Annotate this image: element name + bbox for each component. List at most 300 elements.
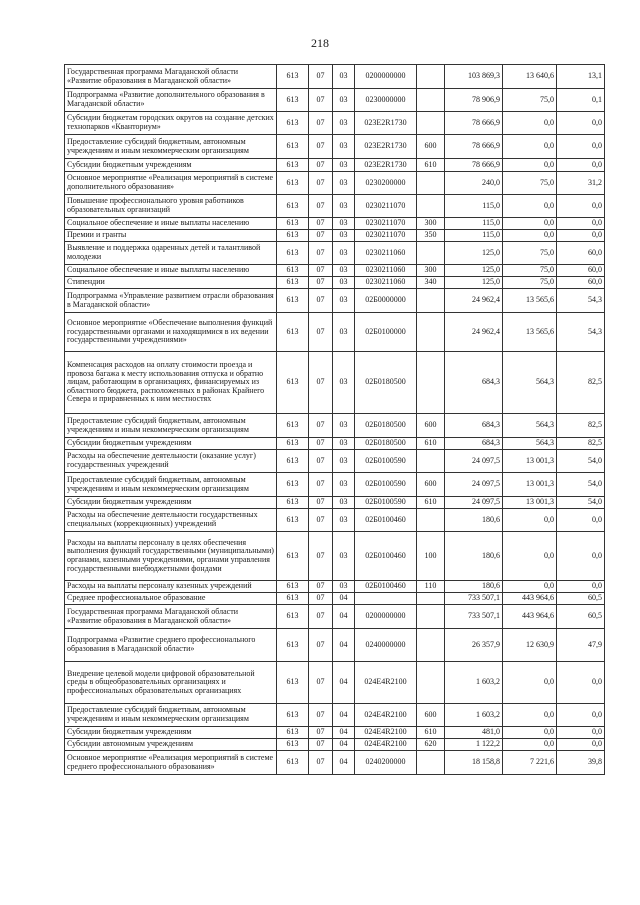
cell-section: 07 (309, 135, 333, 159)
cell-executed: 0,0 (503, 727, 557, 739)
cell-planned: 180,6 (445, 581, 503, 593)
table-row (65, 532, 605, 581)
cell-section: 07 (309, 313, 333, 352)
cell-planned: 78 666,9 (445, 135, 503, 159)
cell-percent: 0,0 (557, 509, 605, 532)
cell-executed: 564,3 (503, 352, 557, 414)
cell-target-article: 0230211060 (355, 265, 417, 277)
cell-section: 07 (309, 532, 333, 581)
cell-planned: 115,0 (445, 195, 503, 218)
cell-ministry-code: 613 (277, 242, 309, 265)
cell-ministry-code: 613 (277, 230, 309, 242)
cell-name: Основное мероприятие «Обеспечение выполнения функций государственными органами и находящимися в их ведении государственными учреждениями» (65, 313, 277, 352)
cell-target-article: 024E4R2100 (355, 739, 417, 751)
cell-planned: 24 097,5 (445, 450, 503, 473)
cell-ministry-code: 613 (277, 195, 309, 218)
cell-subsection: 03 (333, 532, 355, 581)
cell-executed: 443 964,6 (503, 593, 557, 605)
table-row (65, 230, 605, 242)
table-row (65, 605, 605, 629)
cell-subsection: 03 (333, 509, 355, 532)
cell-subsection: 04 (333, 605, 355, 629)
cell-subsection: 03 (333, 265, 355, 277)
cell-subsection: 03 (333, 218, 355, 230)
table-row (65, 352, 605, 414)
cell-subsection: 03 (333, 450, 355, 473)
cell-subsection: 03 (333, 195, 355, 218)
cell-ministry-code: 613 (277, 593, 309, 605)
cell-executed: 0,0 (503, 135, 557, 159)
table-row (65, 739, 605, 751)
cell-planned: 180,6 (445, 532, 503, 581)
cell-percent: 60,5 (557, 605, 605, 629)
page-number: 218 (311, 36, 329, 50)
cell-section: 07 (309, 172, 333, 195)
cell-planned: 115,0 (445, 218, 503, 230)
cell-planned: 24 962,4 (445, 289, 503, 313)
cell-target-article: 0230211070 (355, 230, 417, 242)
cell-percent: 60,5 (557, 593, 605, 605)
table-row (65, 265, 605, 277)
cell-planned: 733 507,1 (445, 605, 503, 629)
cell-ministry-code: 613 (277, 135, 309, 159)
cell-planned: 115,0 (445, 230, 503, 242)
cell-planned: 125,0 (445, 277, 503, 289)
cell-ministry-code: 613 (277, 313, 309, 352)
cell-planned: 684,3 (445, 438, 503, 450)
cell-target-article: 023E2R1730 (355, 135, 417, 159)
cell-section: 07 (309, 450, 333, 473)
cell-planned: 24 097,5 (445, 473, 503, 497)
cell-executed: 75,0 (503, 277, 557, 289)
cell-expense-type: 100 (417, 532, 445, 581)
cell-expense-type (417, 313, 445, 352)
cell-planned: 103 869,3 (445, 65, 503, 89)
cell-subsection: 03 (333, 135, 355, 159)
cell-section: 07 (309, 662, 333, 704)
cell-target-article: 02Б0100460 (355, 581, 417, 593)
cell-target-article: 024E4R2100 (355, 662, 417, 704)
cell-percent: 31,2 (557, 172, 605, 195)
cell-subsection: 03 (333, 65, 355, 89)
cell-subsection: 04 (333, 629, 355, 662)
cell-executed: 564,3 (503, 414, 557, 438)
cell-executed: 0,0 (503, 159, 557, 172)
cell-name: Основное мероприятие «Реализация мероприятий в системе среднего профессионального образования» (65, 751, 277, 775)
cell-expense-type: 600 (417, 414, 445, 438)
cell-name: Компенсация расходов на оплату стоимости проезда и провоза багажа к месту использования отпуска и обратно лицам, работающим в организациях, финансируемых из областного бюджета, расположенных в районах Крайнего Севера и приравненных к ним местностях (65, 352, 277, 414)
cell-executed: 13 001,3 (503, 497, 557, 509)
table-row (65, 289, 605, 313)
cell-executed: 13 640,6 (503, 65, 557, 89)
cell-ministry-code: 613 (277, 352, 309, 414)
table-row (65, 414, 605, 438)
cell-expense-type: 610 (417, 727, 445, 739)
cell-section: 07 (309, 195, 333, 218)
cell-ministry-code: 613 (277, 629, 309, 662)
cell-expense-type: 620 (417, 739, 445, 751)
cell-subsection: 03 (333, 473, 355, 497)
cell-percent: 54,0 (557, 450, 605, 473)
cell-section: 07 (309, 739, 333, 751)
cell-name: Основное мероприятие «Реализация мероприятий в системе дополнительного образования» (65, 172, 277, 195)
table-row (65, 195, 605, 218)
cell-section: 07 (309, 289, 333, 313)
cell-executed: 0,0 (503, 662, 557, 704)
cell-name: Субсидии бюджетным учреждениям (65, 497, 277, 509)
cell-planned: 684,3 (445, 352, 503, 414)
cell-planned: 125,0 (445, 242, 503, 265)
cell-ministry-code: 613 (277, 159, 309, 172)
cell-section: 07 (309, 727, 333, 739)
cell-ministry-code: 613 (277, 89, 309, 112)
cell-name: Среднее профессиональное образование (65, 593, 277, 605)
cell-planned: 125,0 (445, 265, 503, 277)
cell-executed: 0,0 (503, 704, 557, 727)
cell-section: 07 (309, 414, 333, 438)
cell-planned: 78 906,9 (445, 89, 503, 112)
cell-expense-type: 350 (417, 230, 445, 242)
cell-ministry-code: 613 (277, 438, 309, 450)
cell-percent: 82,5 (557, 352, 605, 414)
cell-percent: 13,1 (557, 65, 605, 89)
cell-subsection: 03 (333, 313, 355, 352)
cell-percent: 0,0 (557, 739, 605, 751)
cell-name: Подпрограмма «Управление развитием отрасли образования в Магаданской области» (65, 289, 277, 313)
cell-expense-type: 600 (417, 473, 445, 497)
cell-target-article: 02Б0100590 (355, 450, 417, 473)
cell-expense-type (417, 289, 445, 313)
cell-expense-type: 110 (417, 581, 445, 593)
cell-executed: 443 964,6 (503, 605, 557, 629)
cell-target-article: 0230211060 (355, 277, 417, 289)
cell-executed: 75,0 (503, 242, 557, 265)
cell-ministry-code: 613 (277, 497, 309, 509)
cell-subsection: 03 (333, 289, 355, 313)
cell-name: Государственная программа Магаданской области «Развитие образования в Магаданской области» (65, 65, 277, 89)
cell-section: 07 (309, 230, 333, 242)
cell-target-article: 02Б0100460 (355, 509, 417, 532)
cell-subsection: 03 (333, 159, 355, 172)
cell-percent: 0,1 (557, 89, 605, 112)
cell-subsection: 03 (333, 277, 355, 289)
table-row (65, 89, 605, 112)
cell-percent: 0,0 (557, 662, 605, 704)
cell-expense-type: 300 (417, 265, 445, 277)
table-row (65, 751, 605, 775)
cell-percent: 0,0 (557, 159, 605, 172)
table-row (65, 135, 605, 159)
cell-section: 07 (309, 65, 333, 89)
cell-section: 07 (309, 605, 333, 629)
cell-executed: 0,0 (503, 509, 557, 532)
cell-name: Стипендии (65, 277, 277, 289)
cell-name: Повышение профессионального уровня работников образовательных организаций (65, 195, 277, 218)
table-row (65, 438, 605, 450)
cell-section: 07 (309, 112, 333, 135)
cell-executed: 0,0 (503, 218, 557, 230)
cell-percent: 39,8 (557, 751, 605, 775)
cell-executed: 75,0 (503, 172, 557, 195)
cell-name: Социальное обеспечение и иные выплаты населению (65, 218, 277, 230)
cell-section: 07 (309, 218, 333, 230)
cell-percent: 47,9 (557, 629, 605, 662)
cell-expense-type (417, 450, 445, 473)
cell-planned: 180,6 (445, 509, 503, 532)
cell-percent: 82,5 (557, 414, 605, 438)
table-row (65, 159, 605, 172)
cell-ministry-code: 613 (277, 704, 309, 727)
cell-section: 07 (309, 159, 333, 172)
cell-section: 07 (309, 704, 333, 727)
cell-expense-type: 600 (417, 704, 445, 727)
cell-planned: 733 507,1 (445, 593, 503, 605)
table-row (65, 704, 605, 727)
cell-subsection: 03 (333, 352, 355, 414)
cell-expense-type: 340 (417, 277, 445, 289)
cell-section: 07 (309, 473, 333, 497)
cell-expense-type (417, 605, 445, 629)
cell-name: Предоставление субсидий бюджетным, автономным учреждениям и иным некоммерческим организациям (65, 473, 277, 497)
cell-percent: 60,0 (557, 265, 605, 277)
cell-subsection: 04 (333, 593, 355, 605)
cell-target-article: 0240200000 (355, 751, 417, 775)
cell-executed: 0,0 (503, 230, 557, 242)
cell-percent: 60,0 (557, 277, 605, 289)
cell-target-article: 0200000000 (355, 605, 417, 629)
cell-executed: 75,0 (503, 89, 557, 112)
cell-percent: 0,0 (557, 135, 605, 159)
cell-section: 07 (309, 438, 333, 450)
cell-name: Внедрение целевой модели цифровой образовательной среды в общеобразовательных организациях и профессиональных образовательных организациях (65, 662, 277, 704)
cell-subsection: 03 (333, 242, 355, 265)
cell-ministry-code: 613 (277, 277, 309, 289)
cell-ministry-code: 613 (277, 751, 309, 775)
cell-expense-type: 600 (417, 135, 445, 159)
cell-ministry-code: 613 (277, 662, 309, 704)
cell-target-article: 023E2R1730 (355, 112, 417, 135)
cell-planned: 481,0 (445, 727, 503, 739)
cell-section: 07 (309, 629, 333, 662)
table-row (65, 112, 605, 135)
cell-percent: 0,0 (557, 704, 605, 727)
cell-planned: 24 097,5 (445, 497, 503, 509)
cell-name: Выявление и поддержка одаренных детей и талантливой молодежи (65, 242, 277, 265)
cell-executed: 75,0 (503, 265, 557, 277)
cell-executed: 13 001,3 (503, 473, 557, 497)
cell-percent: 54,3 (557, 313, 605, 352)
cell-executed: 0,0 (503, 195, 557, 218)
budget-table-body (65, 65, 605, 775)
cell-expense-type (417, 509, 445, 532)
cell-section: 07 (309, 581, 333, 593)
cell-percent: 60,0 (557, 242, 605, 265)
cell-section: 07 (309, 751, 333, 775)
cell-subsection: 03 (333, 172, 355, 195)
cell-subsection: 03 (333, 230, 355, 242)
cell-subsection: 03 (333, 414, 355, 438)
cell-planned: 26 357,9 (445, 629, 503, 662)
cell-target-article: 0230211070 (355, 218, 417, 230)
cell-name: Предоставление субсидий бюджетным, автономным учреждениям и иным некоммерческим организациям (65, 135, 277, 159)
cell-executed: 13 565,6 (503, 289, 557, 313)
cell-name: Предоставление субсидий бюджетным, автономным учреждениям и иным некоммерческим организациям (65, 704, 277, 727)
cell-executed: 564,3 (503, 438, 557, 450)
cell-planned: 24 962,4 (445, 313, 503, 352)
cell-target-article (355, 593, 417, 605)
cell-section: 07 (309, 242, 333, 265)
cell-name: Подпрограмма «Развитие среднего профессионального образования в Магаданской области» (65, 629, 277, 662)
cell-planned: 18 158,8 (445, 751, 503, 775)
cell-ministry-code: 613 (277, 65, 309, 89)
cell-name: Расходы на обеспечение деятельности государственных специальных (коррекционных) учреждений (65, 509, 277, 532)
cell-executed: 12 630,9 (503, 629, 557, 662)
cell-ministry-code: 613 (277, 265, 309, 277)
cell-name: Субсидии бюджетам городских округов на создание детских технопарков «Кванториум» (65, 112, 277, 135)
cell-subsection: 03 (333, 89, 355, 112)
cell-executed: 0,0 (503, 739, 557, 751)
table-row (65, 473, 605, 497)
table-row (65, 65, 605, 89)
table-row (65, 497, 605, 509)
cell-subsection: 04 (333, 662, 355, 704)
cell-executed: 7 221,6 (503, 751, 557, 775)
cell-percent: 0,0 (557, 230, 605, 242)
cell-percent: 82,5 (557, 438, 605, 450)
cell-percent: 0,0 (557, 532, 605, 581)
table-row (65, 218, 605, 230)
cell-percent: 0,0 (557, 218, 605, 230)
cell-expense-type: 610 (417, 159, 445, 172)
cell-target-article: 02Б0180500 (355, 438, 417, 450)
cell-expense-type: 300 (417, 218, 445, 230)
cell-subsection: 03 (333, 112, 355, 135)
cell-expense-type: 610 (417, 497, 445, 509)
cell-percent: 0,0 (557, 112, 605, 135)
cell-target-article: 0240000000 (355, 629, 417, 662)
cell-target-article: 02Б0100590 (355, 473, 417, 497)
cell-target-article: 0230200000 (355, 172, 417, 195)
cell-ministry-code: 613 (277, 289, 309, 313)
cell-target-article: 024E4R2100 (355, 704, 417, 727)
cell-ministry-code: 613 (277, 739, 309, 751)
cell-expense-type (417, 593, 445, 605)
cell-name: Предоставление субсидий бюджетным, автономным учреждениям и иным некоммерческим организациям (65, 414, 277, 438)
cell-expense-type: 610 (417, 438, 445, 450)
cell-target-article: 0230211060 (355, 242, 417, 265)
cell-percent: 0,0 (557, 581, 605, 593)
cell-name: Премии и гранты (65, 230, 277, 242)
cell-ministry-code: 613 (277, 581, 309, 593)
cell-percent: 0,0 (557, 727, 605, 739)
cell-expense-type (417, 172, 445, 195)
cell-target-article: 0200000000 (355, 65, 417, 89)
cell-section: 07 (309, 497, 333, 509)
cell-planned: 1 603,2 (445, 662, 503, 704)
cell-subsection: 04 (333, 739, 355, 751)
cell-percent: 54,0 (557, 497, 605, 509)
cell-name: Субсидии бюджетным учреждениям (65, 727, 277, 739)
cell-ministry-code: 613 (277, 509, 309, 532)
table-row (65, 277, 605, 289)
cell-section: 07 (309, 509, 333, 532)
table-row (65, 450, 605, 473)
cell-planned: 240,0 (445, 172, 503, 195)
cell-ministry-code: 613 (277, 727, 309, 739)
cell-target-article: 0230000000 (355, 89, 417, 112)
cell-target-article: 0230211070 (355, 195, 417, 218)
cell-percent: 0,0 (557, 195, 605, 218)
cell-planned: 684,3 (445, 414, 503, 438)
cell-expense-type (417, 242, 445, 265)
cell-expense-type (417, 112, 445, 135)
cell-ministry-code: 613 (277, 172, 309, 195)
table-row (65, 662, 605, 704)
cell-planned: 78 666,9 (445, 112, 503, 135)
cell-subsection: 03 (333, 581, 355, 593)
cell-name: Подпрограмма «Развитие дополнительного образования в Магаданской области» (65, 89, 277, 112)
cell-target-article: 02Б0100460 (355, 532, 417, 581)
cell-ministry-code: 613 (277, 112, 309, 135)
cell-expense-type (417, 751, 445, 775)
cell-name: Социальное обеспечение и иные выплаты населению (65, 265, 277, 277)
cell-name: Субсидии автономным учреждениям (65, 739, 277, 751)
cell-name: Государственная программа Магаданской области «Развитие образования в Магаданской области» (65, 605, 277, 629)
cell-subsection: 03 (333, 438, 355, 450)
cell-target-article: 02Б0100590 (355, 497, 417, 509)
cell-expense-type (417, 662, 445, 704)
cell-section: 07 (309, 593, 333, 605)
cell-subsection: 03 (333, 497, 355, 509)
cell-executed: 0,0 (503, 112, 557, 135)
cell-ministry-code: 613 (277, 218, 309, 230)
cell-executed: 0,0 (503, 532, 557, 581)
cell-section: 07 (309, 265, 333, 277)
table-row (65, 242, 605, 265)
budget-table (64, 64, 605, 775)
cell-subsection: 04 (333, 751, 355, 775)
cell-planned: 78 666,9 (445, 159, 503, 172)
cell-expense-type (417, 352, 445, 414)
cell-executed: 13 565,6 (503, 313, 557, 352)
cell-ministry-code: 613 (277, 414, 309, 438)
table-row (65, 629, 605, 662)
table-row (65, 313, 605, 352)
cell-target-article: 02Б0100000 (355, 313, 417, 352)
cell-name: Расходы на обеспечение деятельности (оказание услуг) государственных учреждений (65, 450, 277, 473)
cell-name: Расходы на выплаты персоналу казенных учреждений (65, 581, 277, 593)
cell-ministry-code: 613 (277, 450, 309, 473)
table-row (65, 727, 605, 739)
cell-target-article: 02Б0180500 (355, 414, 417, 438)
cell-name: Субсидии бюджетным учреждениям (65, 159, 277, 172)
cell-target-article: 02Б0180500 (355, 352, 417, 414)
cell-section: 07 (309, 89, 333, 112)
cell-ministry-code: 613 (277, 473, 309, 497)
cell-section: 07 (309, 352, 333, 414)
cell-planned: 1 603,2 (445, 704, 503, 727)
table-row (65, 509, 605, 532)
cell-executed: 13 001,3 (503, 450, 557, 473)
table-row (65, 581, 605, 593)
cell-percent: 54,3 (557, 289, 605, 313)
table-row (65, 593, 605, 605)
cell-expense-type (417, 89, 445, 112)
cell-subsection: 04 (333, 727, 355, 739)
cell-target-article: 02Б0000000 (355, 289, 417, 313)
cell-planned: 1 122,2 (445, 739, 503, 751)
cell-ministry-code: 613 (277, 532, 309, 581)
